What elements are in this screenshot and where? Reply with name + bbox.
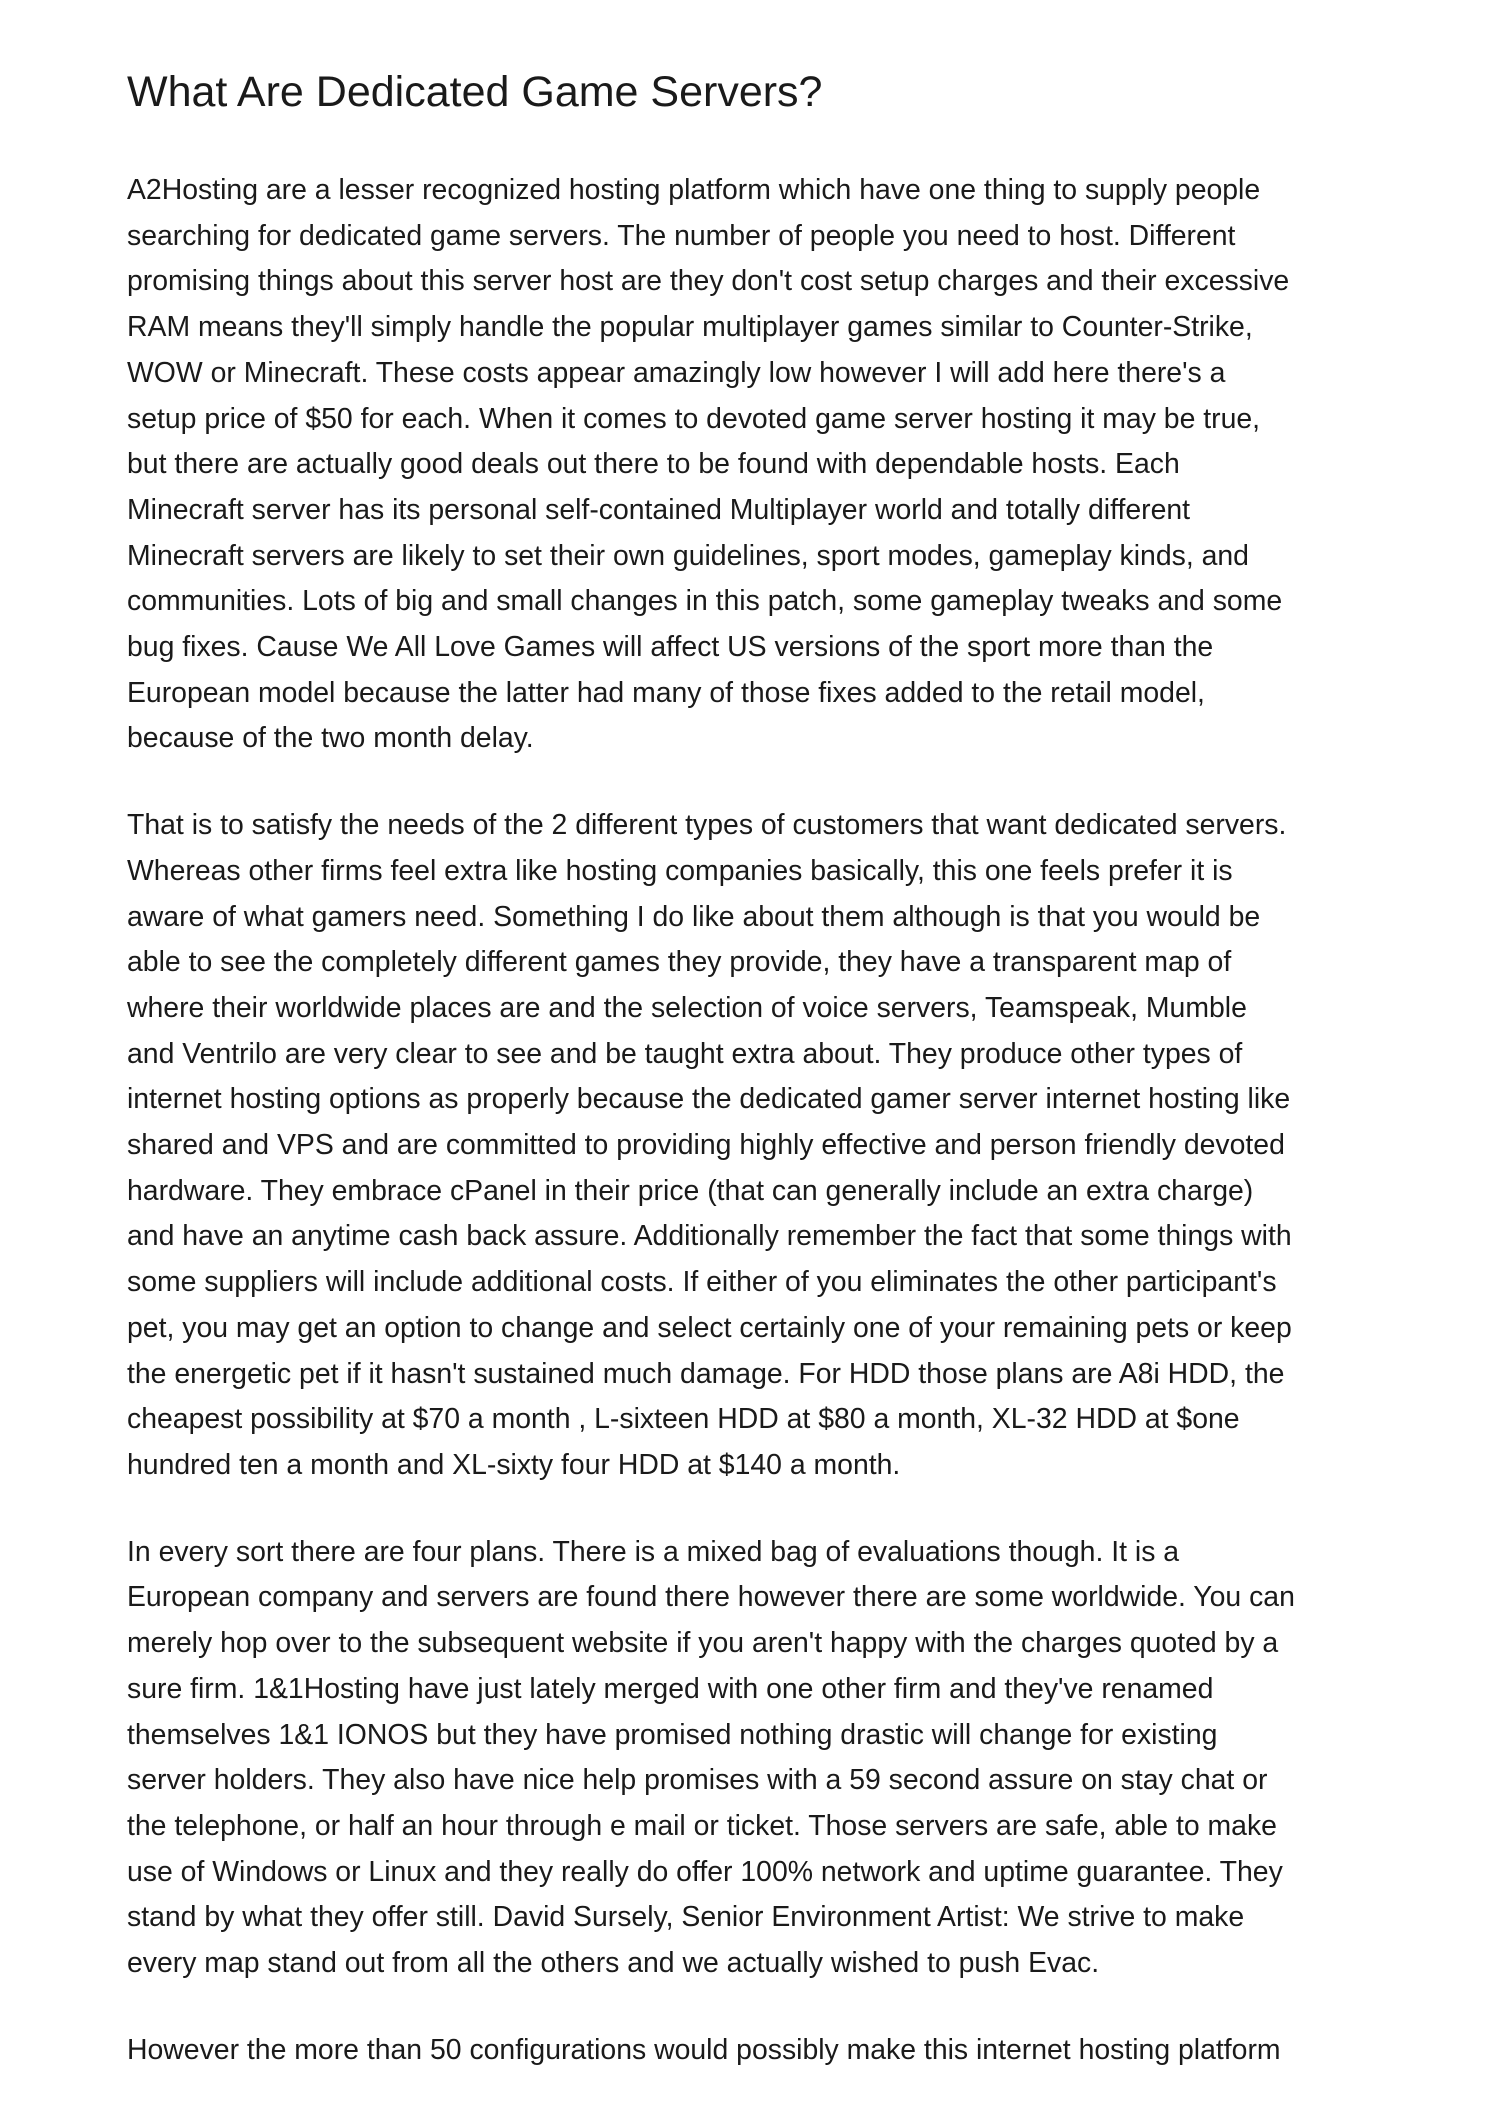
text-line: and have an anytime cash back assure. Additionally remember the fact that some things with [127, 1220, 1292, 1253]
text-line: aware of what gamers need. Something I do like about them although is that you would be [127, 900, 1261, 933]
text-line: where their worldwide places are and the selection of voice servers, Teamspeak, Mumble [127, 991, 1247, 1024]
text-line: RAM means they'll simply handle the popular multiplayer games similar to Counter-Strike, [127, 311, 1253, 344]
text-line: Minecraft server has its personal self-contained Multiplayer world and totally different [127, 493, 1191, 526]
text-line: cheapest possibility at $70 a month , L-sixteen HDD at $80 a month, XL-32 HDD at $one [127, 1403, 1240, 1436]
text-line: communities. Lots of big and small changes in this patch, some gameplay tweaks and some [127, 585, 1283, 618]
text-line: European company and servers are found there however there are some worldwide. You can [127, 1581, 1295, 1614]
text-line: server holders. They also have nice help promises with a 59 second assure on stay chat or [127, 1764, 1268, 1797]
text-line: internet hosting options as properly because the dedicated gamer server internet hosting like [127, 1083, 1291, 1116]
text-line: able to see the completely different games they provide, they have a transparent map of [127, 946, 1232, 979]
text-line: pet, you may get an option to change and select certainly one of your remaining pets or keep [127, 1311, 1292, 1344]
text-line: Whereas other firms feel extra like hosting companies basically, this one feels prefer it is [127, 854, 1233, 887]
text-line: stand by what they offer still. David Sursely, Senior Environment Artist: We strive to make [127, 1901, 1245, 1934]
text-line: promising things about this server host are they don't cost setup charges and their excessive [127, 265, 1290, 298]
text-line: Minecraft servers are likely to set their own guidelines, sport modes, gameplay kinds, and [127, 539, 1249, 572]
text-line: European model because the latter had many of those fixes added to the retail model, [127, 676, 1205, 709]
document-page [127, 60, 1387, 2073]
text-line: the energetic pet if it hasn't sustained much damage. For HDD those plans are A8i HDD, the [127, 1357, 1285, 1390]
text-line: every map stand out from all the others and we actually wished to push Evac. [127, 1947, 1100, 1980]
paragraph-2 [127, 803, 1387, 1489]
text-line: hardware. They embrace cPanel in their price (that can generally include an extra charge) [127, 1174, 1254, 1207]
text-line: WOW or Minecraft. These costs appear amazingly low however I will add here there's a [127, 356, 1226, 389]
text-line: and Ventrilo are very clear to see and be taught extra about. They produce other types of [127, 1037, 1243, 1070]
text-line: but there are actually good deals out there to be found with dependable hosts. Each [127, 448, 1180, 481]
text-line: some suppliers will include additional costs. If either of you eliminates the other participant's [127, 1266, 1277, 1299]
text-line: setup price of $50 for each. When it comes to devoted game server hosting it may be true, [127, 402, 1261, 435]
paragraph-3 [127, 1530, 1387, 1987]
paragraph-1 [127, 168, 1387, 762]
text-line: However the more than 50 configurations would possibly make this internet hosting platform [127, 2033, 1281, 2066]
text-line: searching for dedicated game servers. The number of people you need to host. Different [127, 219, 1236, 252]
text-line: shared and VPS and are committed to providing highly effective and person friendly devoted [127, 1129, 1285, 1162]
text-line: That is to satisfy the needs of the 2 different types of customers that want dedicated servers. [127, 809, 1287, 842]
text-line: the telephone, or half an hour through e mail or ticket. Those servers are safe, able to make [127, 1809, 1277, 1842]
text-line: A2Hosting are a lesser recognized hosting platform which have one thing to supply people [127, 174, 1261, 206]
text-line: sure firm. 1&1Hosting have just lately merged with one other firm and they've renamed [127, 1672, 1214, 1705]
text-line: In every sort there are four plans. There is a mixed bag of evaluations though. It is a [127, 1535, 1180, 1568]
text-line: merely hop over to the subsequent website if you aren't happy with the charges quoted by a [127, 1627, 1279, 1660]
paragraph-4 [127, 2028, 1387, 2074]
text-line: because of the two month delay. [127, 722, 534, 755]
text-line: hundred ten a month and XL-sixty four HDD at $140 a month. [127, 1448, 901, 1481]
text-line: themselves 1&1 IONOS but they have promised nothing drastic will change for existing [127, 1718, 1218, 1751]
text-line: bug fixes. Cause We All Love Games will affect US versions of the sport more than the [127, 631, 1214, 664]
text-line: use of Windows or Linux and they really do offer 100% network and uptime guarantee. They [127, 1855, 1283, 1888]
page-title: What Are Dedicated Game Servers? [127, 68, 823, 116]
